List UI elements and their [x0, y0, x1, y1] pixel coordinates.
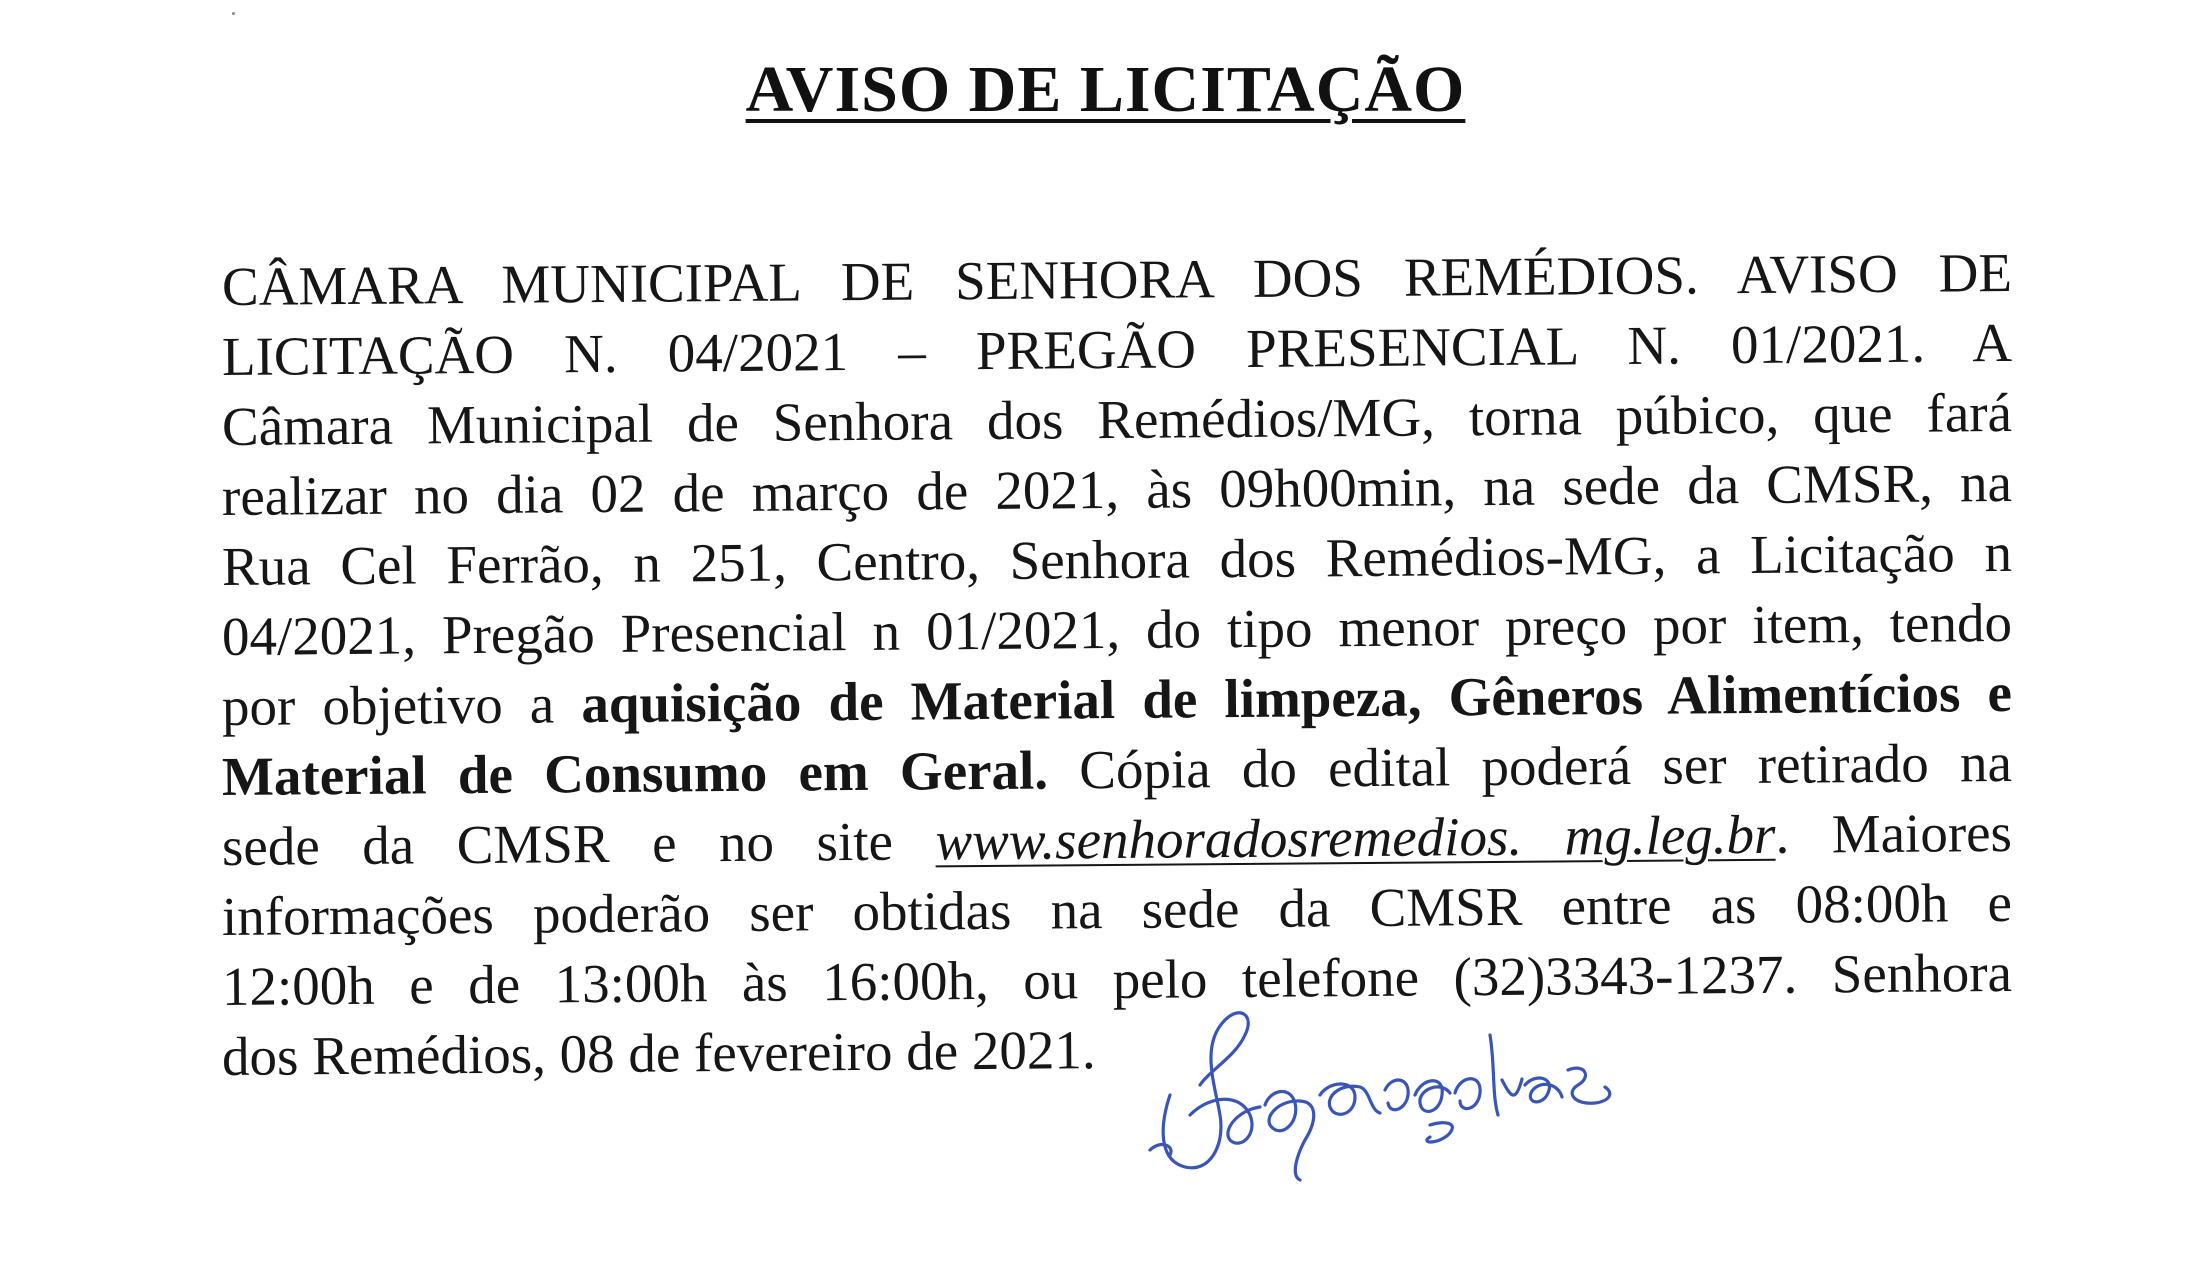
- site-link[interactable]: www.senhoradosremedios. mg.leg.br: [935, 803, 1776, 872]
- title-text: AVISO DE LICITAÇÃO: [745, 53, 1466, 126]
- body-line-6: 04/2021, Pregão Presencial n 01/2021, do tipo menor preço por item, tendo: [221, 591, 2013, 667]
- body-line-5: Rua Cel Ferrão, n 251, Centro, Senhora dos Remédios-MG, a Licitação n: [221, 521, 2013, 597]
- notice-body: [221, 241, 2013, 1092]
- handwritten-signature: [1130, 975, 1650, 1185]
- document-title: [0, 52, 2211, 128]
- body-line-4: realizar no dia 02 de março de 2021, às 09h00min, na sede da CMSR, na: [221, 451, 2013, 527]
- body-line-1: CÂMARA MUNICIPAL DE SENHORA DOS REMÉDIOS. AVISO DE: [221, 241, 2013, 317]
- body-line-2: LICITAÇÃO N. 04/2021 – PREGÃO PRESENCIAL N. 01/2021. A: [221, 311, 2013, 387]
- signature-strokes: [1150, 1013, 1610, 1180]
- body-line-12: dos Remédios, 08 de fevereiro de 2021.: [221, 1019, 1096, 1087]
- body-line-3: Câmara Municipal de Senhora dos Remédios/MG, torna púbico, que fará: [221, 381, 2013, 457]
- body-line-7: por objetivo a aquisição de Material de limpeza, Gêneros Alimentícios e: [221, 661, 2013, 737]
- scan-speck: [232, 12, 235, 15]
- body-line-10: informações poderão ser obtidas na sede da CMSR entre as 08:00h e: [221, 871, 2013, 947]
- object-bold-text-1: aquisição de Material de limpeza, Gêneros Alimentícios e: [581, 661, 2013, 735]
- body-line-9: sede da CMSR e no site www.senhoradosremedios. mg.leg.br. Maiores: [221, 801, 2013, 877]
- body-line-11: 12:00h e de 13:00h às 16:00h, ou pelo telefone (32)3343-1237. Senhora: [221, 941, 2013, 1017]
- body-line-8: Material de Consumo em Geral. Cópia do edital poderá ser retirado na: [221, 731, 2013, 807]
- object-bold-text-2: Material de Consumo em Geral.: [221, 739, 1049, 807]
